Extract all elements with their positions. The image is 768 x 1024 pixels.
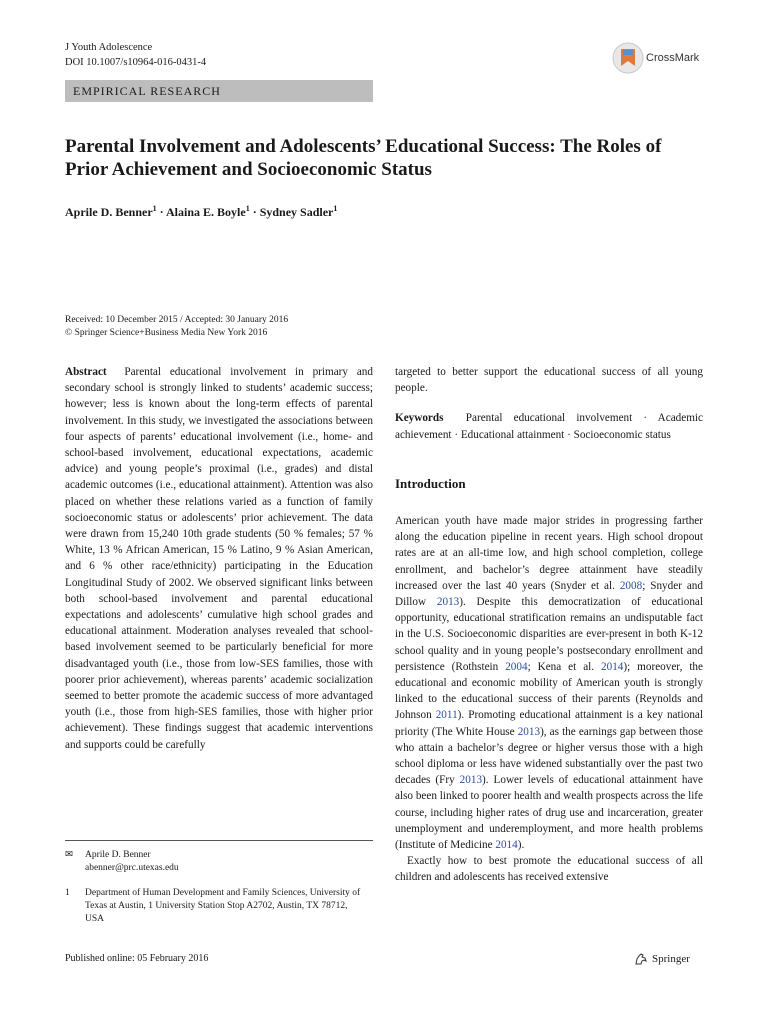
springer-horse-icon xyxy=(634,952,648,966)
footnote-divider xyxy=(65,840,373,841)
article-dates xyxy=(65,314,288,340)
introduction-paragraph-2: Exactly how to best promote the educational success of all children and adolescents has received extensive xyxy=(395,855,703,884)
abstract-left-column xyxy=(65,364,373,753)
right-column xyxy=(395,364,703,886)
citation-link[interactable]: 2011 xyxy=(435,709,458,722)
author-list: Aprile D. Benner$^1$ · Alaina E. Boyle$^1$ · Sydney Sadler$^1$ xyxy=(65,204,338,219)
corresponding-email[interactable]: abenner@prc.utexas.edu xyxy=(85,863,179,873)
abstract-text: Parental educational involvement in primary and secondary school is strongly linked to students’ academic success; however; less is known about the long-term effects of parental involvement. In this study, we investigated the associations between four aspects of parents’ educational involvement (i.e., home- and school-based involvement, educational expectations, academic advice) and young people’s proximal (i.e., grades) and distal academic outcomes (i.e., educational attainment). Attention was also placed on whether these relations varied as a function of family socioeconomic status or adolescents’ prior achievement. The data were drawn from 15,240 10th grade students (50 % females; 57 % White, 13 % African American, 15 % Latino, 9 % Asian American, and 6 % other race/ethnicity) participating in the Education Longitudinal Study of 2002. We observed significant links between both school-based involvement and parental educational expectations and adolescents’ cumulative high school grades and educational attainment. Moderation analyses revealed that school-based involvement seemed to be particularly beneficial for more disadvantaged youth (i.e., those from low-SES families, those with poorer prior achievement), whereas parents’ academic socialization seemed to better promote the academic success of more advantaged youth (i.e., those from high-SES families, those with higher prior achievement). These findings suggest that academic interventions and supports could be carefully xyxy=(65,366,373,751)
introduction-heading: Introduction xyxy=(395,475,466,491)
publisher-logo xyxy=(634,952,690,966)
author-affiliation-mark: 1 xyxy=(245,204,250,213)
keywords-label: Keywords xyxy=(395,412,444,425)
copyright: © Springer Science+Business Media New York 2016 xyxy=(65,328,268,338)
introduction-paragraph-1: American youth have made major strides in progressing farther along the education pipeline in recent years. High school dropout rates are at an all-time low, and high school completion, college enrollment, and bachelor’s degree attainment have steadily increased over the last 40 years (Snyder et al. 2008; Snyder and Dillow 2013). Despite this democratization of educational opportunity, educational stratification remains an undisputable fact in the U.S. Socioeconomic disparities are ever-present in both K-12 school quality and in young people’s postsecondary enrollment and persistence (Rothstein 2004; Kena et al. 2014); moreover, the educational and economic mobility of American youth is strongly linked to the educational success of their parents (Reynolds and Johnson 2011). Promoting educational attainment is a key national priority (The White House 2013), as the earnings gap between those who attain a bachelor’s degree or higher versus those with a high school diploma or less have widened substantially over the past two decades (Fry 2013). Lower levels of educational attainment have also been linked to poorer health and wealth prospects across the life course, including higher rates of drug use and incarceration, greater unemployment and underemployment, and more health problems (Institute of Medicine 2014). xyxy=(395,515,704,852)
affiliation xyxy=(65,887,365,926)
abstract-continuation: targeted to better support the educational success of all young people. xyxy=(395,366,703,395)
journal-name: J Youth Adolescence xyxy=(65,42,153,53)
affiliation-number: 1 xyxy=(65,888,70,898)
author-affiliation-mark: 1 xyxy=(152,204,157,213)
keywords xyxy=(395,410,703,442)
corresponding-author xyxy=(65,849,365,875)
citation-link[interactable]: 2004 xyxy=(505,660,528,673)
author-affiliation-mark: 1 xyxy=(333,204,338,213)
author-name[interactable]: Sydney Sadler xyxy=(259,205,334,219)
received-accepted: Received: 10 December 2015 / Accepted: 30 January 2016 xyxy=(65,315,289,325)
keywords-text: Parental educational involvement · Academic achievement · Educational attainment · Socioeconomic status xyxy=(395,412,703,441)
section-label: EMPIRICAL RESEARCH xyxy=(65,80,373,102)
article-title: Parental Involvement and Adolescents’ Educational Success: The Roles of Prior Achievement and Socioeconomic Status xyxy=(65,136,662,180)
abstract-label: Abstract xyxy=(65,366,107,378)
publisher-name: Springer xyxy=(652,953,690,965)
citation-link[interactable]: 2013 xyxy=(459,774,483,787)
author-name[interactable]: Aprile D. Benner xyxy=(65,205,153,219)
crossmark-label: CrossMark xyxy=(646,52,700,64)
citation-link[interactable]: 2014 xyxy=(495,839,518,852)
journal-header xyxy=(65,40,206,70)
author-name[interactable]: Alaina E. Boyle xyxy=(166,205,246,219)
citation-link[interactable]: 2014 xyxy=(601,660,624,673)
citation-link[interactable]: 2013 xyxy=(517,725,541,738)
citation-link[interactable]: 2013 xyxy=(436,596,460,609)
doi[interactable]: DOI 10.1007/s10964-016-0431-4 xyxy=(65,57,207,68)
published-online: Published online: 05 February 2016 xyxy=(65,953,209,964)
citation-link[interactable]: 2008 xyxy=(619,579,643,592)
envelope-icon: ✉ xyxy=(65,850,73,860)
affiliation-text: Department of Human Development and Family Sciences, University of Texas at Austin, 1 University Station Stop A2702, Austin, TX 78712, USA xyxy=(85,888,361,924)
crossmark-icon xyxy=(612,40,644,76)
crossmark-badge[interactable] xyxy=(612,40,699,76)
corresponding-name: Aprile D. Benner xyxy=(85,850,151,860)
